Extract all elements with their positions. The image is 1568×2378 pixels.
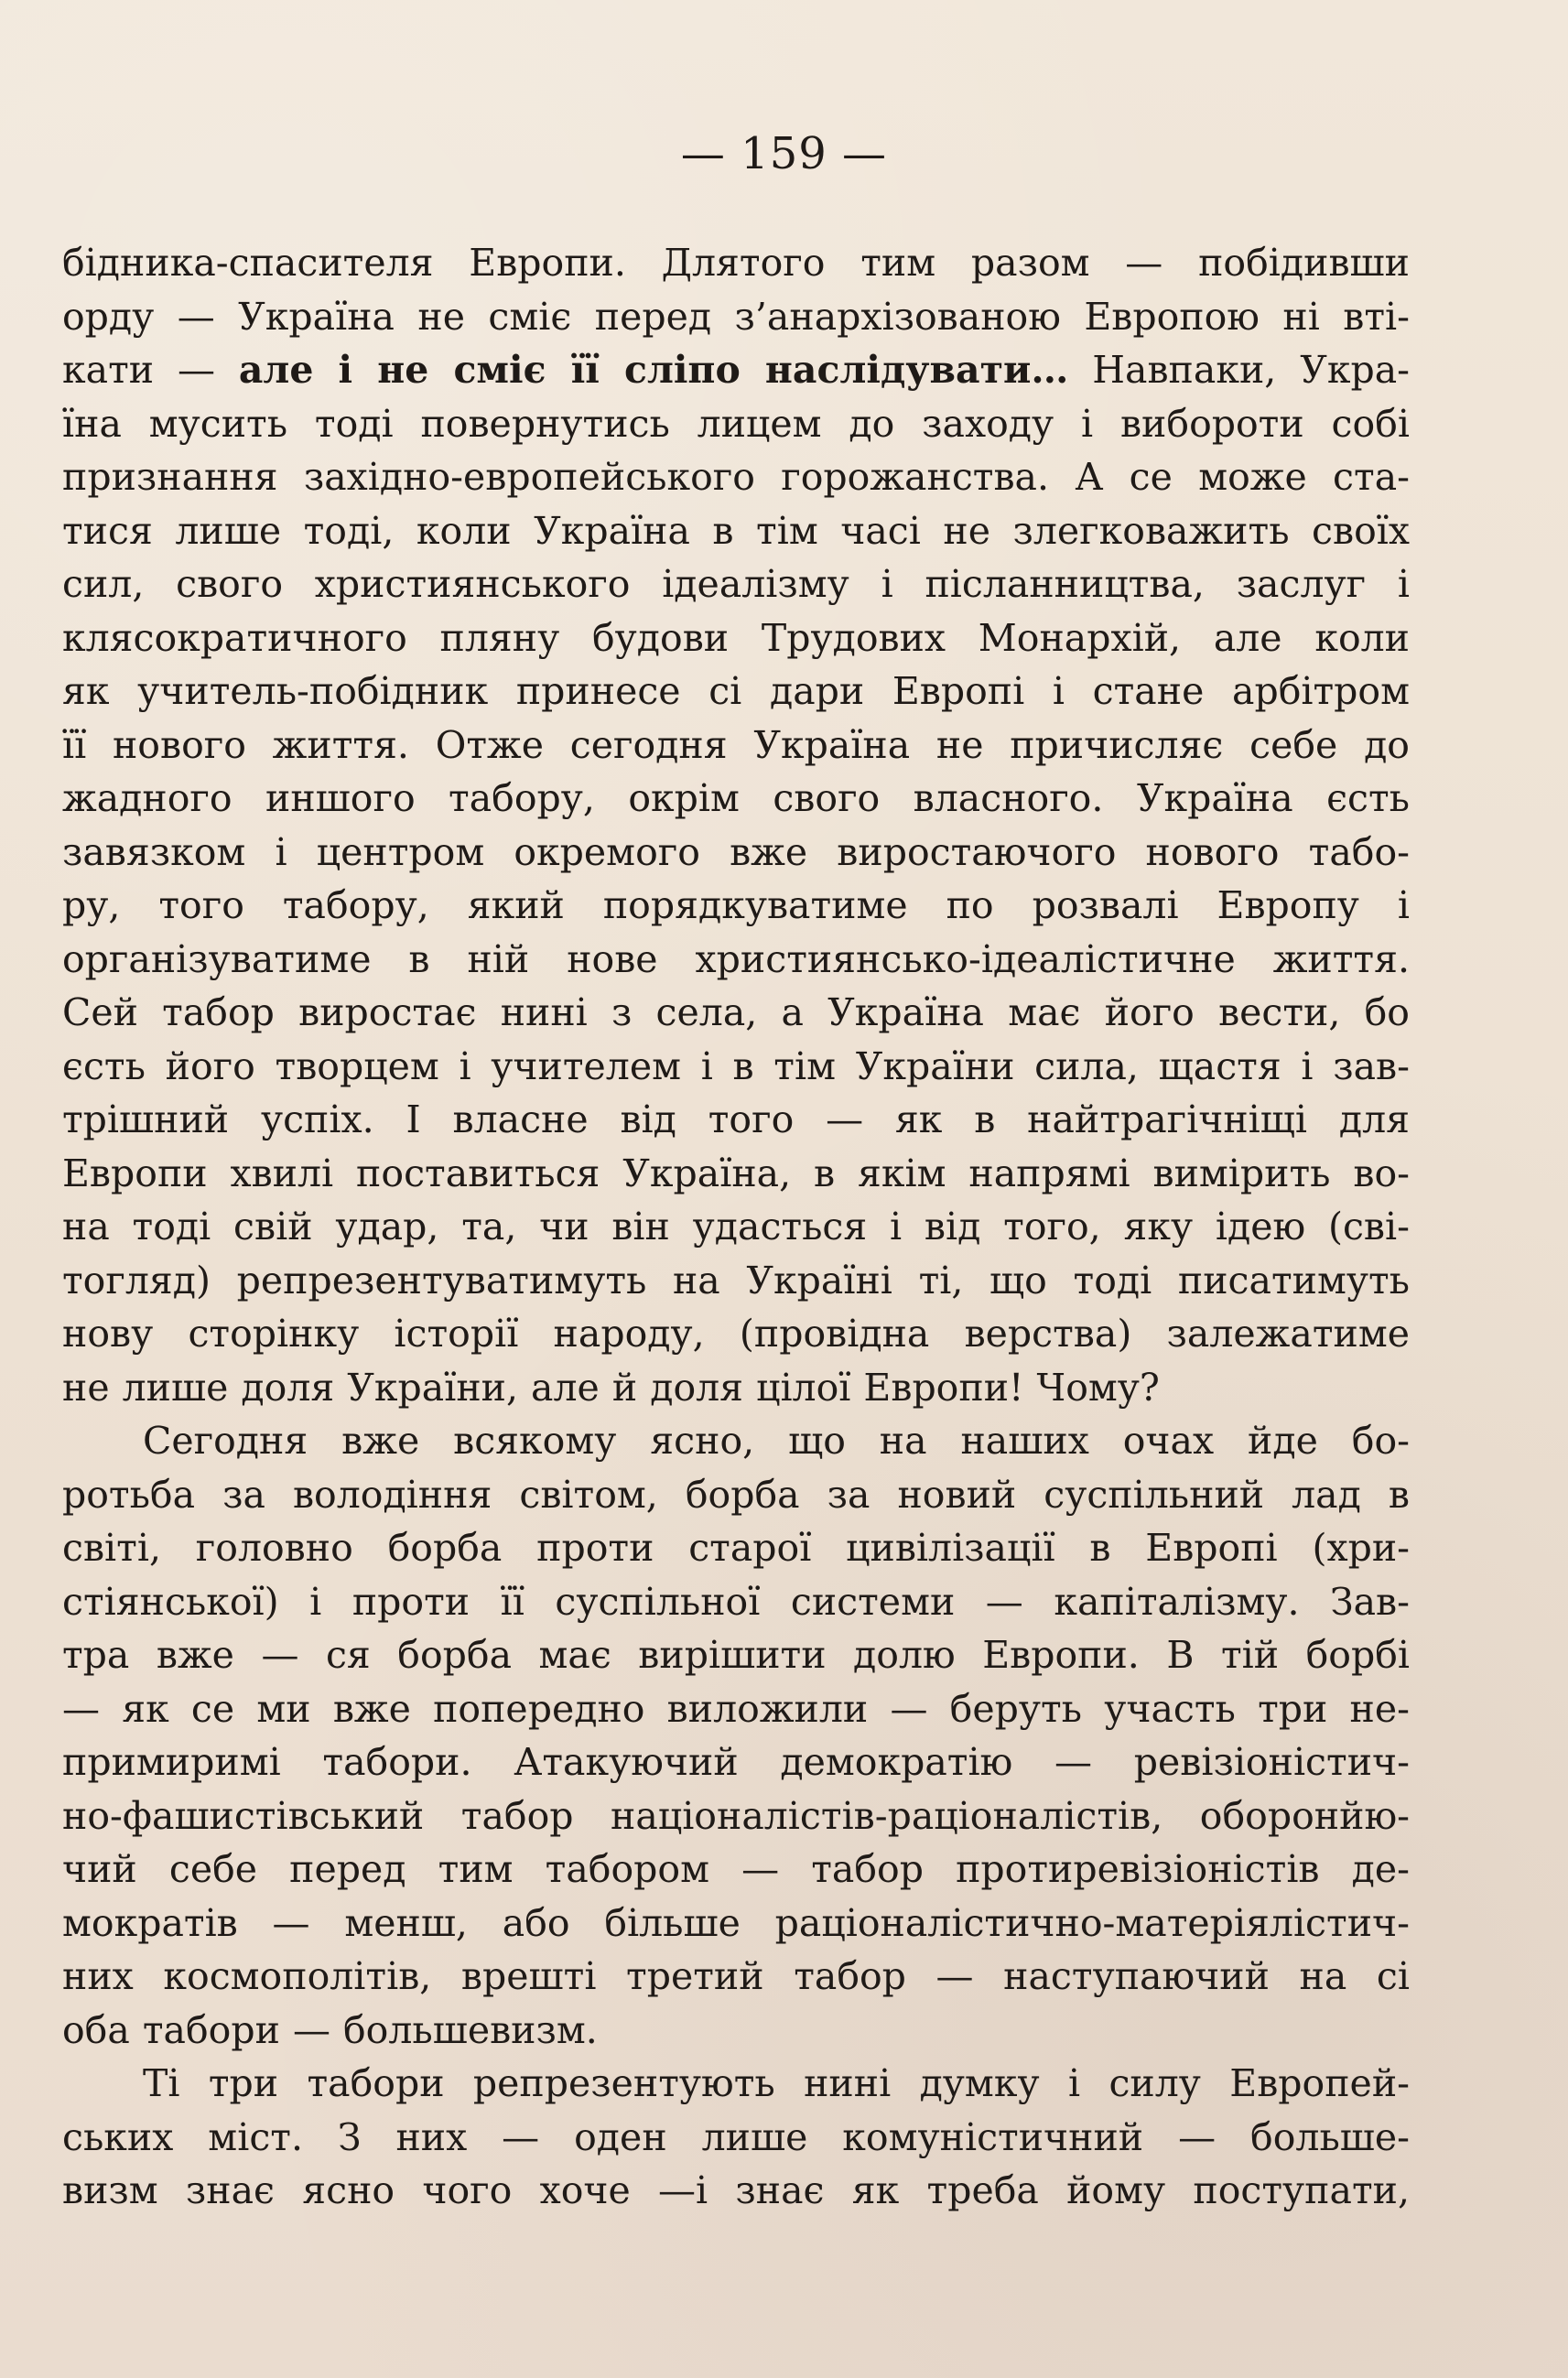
text-line-25: світі, головно борба проти старої цивілізації в Европі (хри-: [62, 1526, 1410, 1570]
text-line-28: — як се ми вже попередно виложили — беруть участь три не-: [62, 1686, 1410, 1731]
text-line-27: тра вже — ся борба має вирішити долю Европи. В тій борбі: [62, 1633, 1410, 1677]
text-line-24: ротьба за володіння світом, борба за новий суспільний лад в: [62, 1472, 1410, 1517]
text-line-15: Сей табор виростає нині з села, а Україна має його вести, бо: [62, 990, 1410, 1034]
text-line-14: організуватиме в ній нове християнсько-ідеалістичне життя.: [62, 936, 1410, 981]
text-line-8: клясократичного пляну будови Трудових Монархій, але коли: [62, 615, 1410, 660]
text-line-3: [62, 343, 1410, 397]
text-line-16: єсть його творцем і учителем і в тім України сила, щастя і зав-: [62, 1043, 1410, 1088]
text-line-34: оба табори — большевизм.: [62, 2007, 598, 2052]
text-line-33: них космополітів, врешті третий табор — наступаючий на сі: [62, 1954, 1410, 1998]
text-line-20: тогляд) репрезентуватимуть на Україні ті, що тоді писатимуть: [62, 1258, 1410, 1302]
text-line-5: признання західно-европейського горожанства. А се може ста-: [62, 455, 1410, 499]
text-line-29: примиримі табори. Атакуючий демократію — ревізіоністич-: [62, 1740, 1410, 1784]
text-line-3-part-1: кати —: [62, 348, 239, 392]
text-line-6: тися лише тоді, коли Україна в тім часі не злегковажить своїх: [62, 508, 1410, 553]
page-number: — 159 —: [680, 128, 888, 179]
text-line-31: чий себе перед тим табором — табор протиревізіоністів де-: [62, 1847, 1410, 1891]
text-line-7: сил, свого християнського ідеалізму і післанництва, заслуг і: [62, 562, 1410, 606]
emphasized-phrase: але і не сміє її сліпо наслідувати…: [238, 348, 1069, 392]
text-line-3-part-3: Навпаки, Укра-: [1068, 348, 1410, 392]
text-line-10: її нового життя. Отже сегодня Україна не причисляє себе до: [62, 722, 1410, 767]
text-line-17: трішний успіх. І власне від того — як в найтрагічніщі для: [62, 1097, 1410, 1141]
text-line-22: не лише доля України, але й доля цілої Европи! Чому?: [62, 1365, 1160, 1410]
text-line-30: но-фашистівський табор націоналістів-раціоналістів, оборонйю-: [62, 1793, 1410, 1838]
text-line-13: ру, того табору, який порядкуватиме по розвалі Европу і: [62, 883, 1410, 927]
text-line-1: бідника-спасителя Европи. Длятого тим разом — побідивши: [62, 241, 1410, 285]
text-line-37: визм знає ясно чого хоче —і знає як треба йому поступати,: [62, 2168, 1410, 2212]
text-line-12: завязком і центром окремого вже виростаючого нового табо-: [62, 829, 1410, 874]
text-line-18: Европи хвилі поставиться Україна, в якім напрямі вимірить во-: [62, 1151, 1410, 1195]
text-line-4: їна мусить тоді повернутись лицем до заходу і вибороти собі: [62, 401, 1410, 446]
text-line-19: на тоді свій удар, та, чи він удасться і від того, яку ідею (сві-: [62, 1205, 1410, 1248]
text-line-2: орду — Україна не сміє перед з’анархізованою Европою ні вті-: [62, 294, 1410, 339]
text-line-9: як учитель-побідник принесе сі дари Европі і стане арбітром: [62, 669, 1410, 713]
text-block: [62, 236, 1410, 2218]
text-line-21: нову сторінку історії народу, (провідна верства) залежатиме: [62, 1312, 1410, 1356]
text-line-26: стіянської) і проти її суспільної системи — капіталізму. Зав-: [62, 1579, 1410, 1624]
text-line-23: Сегодня вже всякому ясно, що на наших очах йде бо-: [143, 1419, 1410, 1463]
text-line-35: Ті три табори репрезентують нині думку і силу Европей-: [143, 2061, 1410, 2105]
text-line-32: мократів — менш, або більше раціоналістично-матеріялістич-: [62, 1900, 1410, 1945]
text-line-11: жадного иншого табору, окрім свого власного. Україна єсть: [62, 776, 1410, 820]
text-line-36: ських міст. З них — оден лише комуністичний — больше-: [62, 2114, 1410, 2159]
